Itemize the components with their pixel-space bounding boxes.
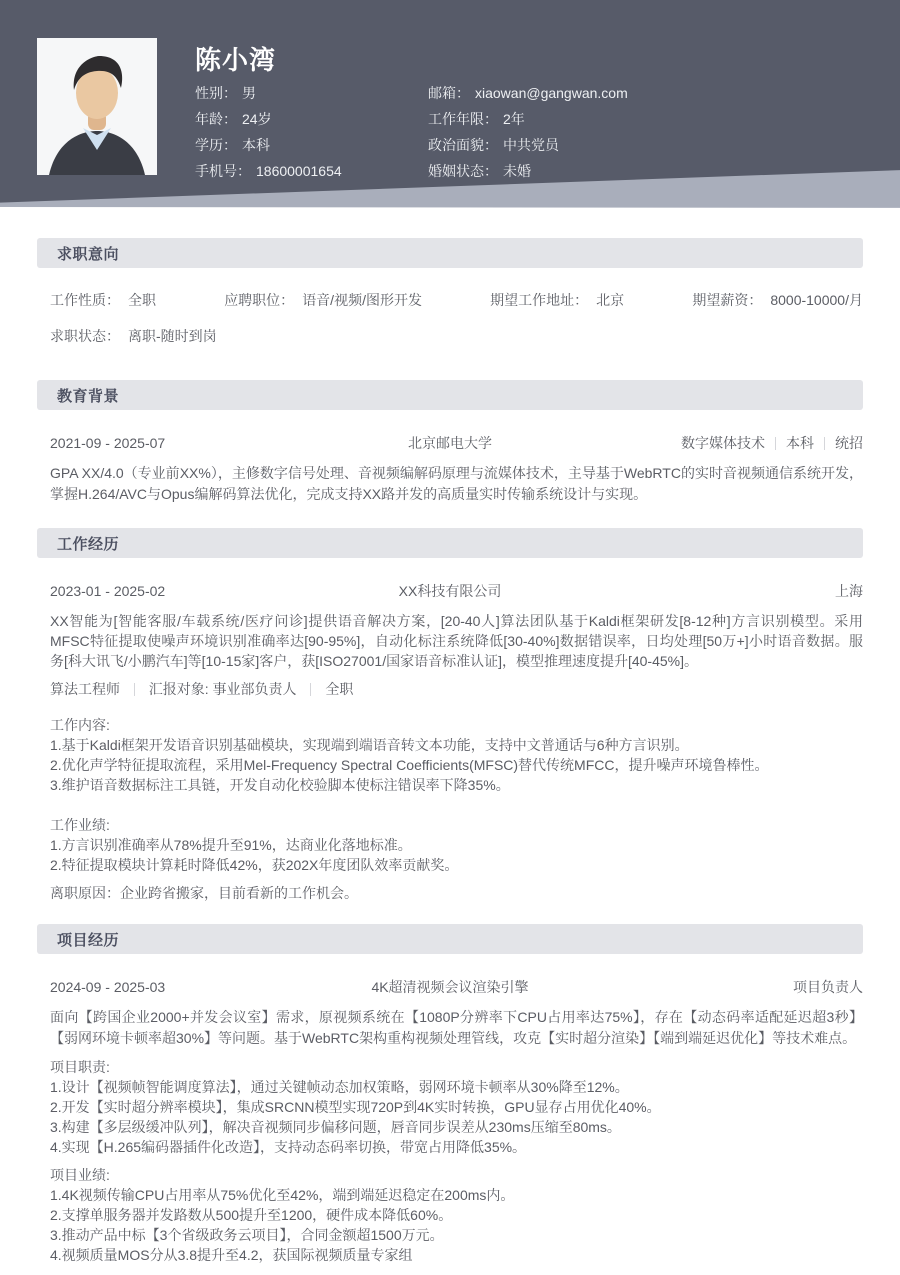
company-name: XX科技有限公司 [398,583,502,599]
profile-photo [37,38,157,175]
project-duty-item: 4.实现【H.265编码器插件化改造】，支持动态码率切换，带宽占用降低35%。 [50,1139,527,1155]
project-meta-row [37,977,863,997]
person-portrait-icon [37,38,157,175]
project-duty-label: 项目职责: [50,1059,110,1075]
header-info-right [428,84,748,180]
report-to: 汇报对象: 事业部负责人 [148,681,297,697]
work-content-item: 3.维护语音数据标注工具链，开发自动化校验脚本使标注错误率下降35%。 [50,777,510,793]
field-education: 学历： 本科 [195,137,270,153]
work-achievement-label: 工作业绩: [50,817,110,833]
section-title: 项目经历 [57,931,120,949]
section-header-project [37,924,863,954]
field-age: 年龄： 24岁 [195,111,272,127]
work-content-label: 工作内容: [50,717,110,733]
section-job-intention [37,238,863,346]
leave-reason-row [37,883,863,903]
work-title-row [37,679,863,699]
work-achievement-item: 1.方言识别准确率从78%提升至91%，达商业化落地标准。 [50,837,412,853]
section-title: 求职意向 [57,245,120,263]
project-result-item: 3.推动产品中标【3个省级政务云项目】，合同金额超1500万元。 [50,1227,444,1243]
project-result-item: 1.4K视频传输CPU占用率从75%优化至42%，端到端延迟稳定在200ms内。 [50,1187,515,1203]
job-intention-row-2 [37,326,863,346]
job-type: 全职 [325,681,354,697]
degree: 本科 [786,435,814,451]
candidate-name: 陈小湾 [195,45,277,75]
resume-header [0,0,900,210]
project-period: 2024-09 - 2025-03 [50,979,166,995]
section-work-experience [37,528,863,903]
target-position: 应聘职位： 语音/视频/图形开发 [224,292,422,308]
work-location: 上海 [835,583,863,599]
project-duty-item: 2.开发【实时超分辨率模块】，集成SRCNN模型实现720P到4K实时转换，GPU显存占用优化40%。 [50,1099,661,1115]
field-political-status: 政治面貌： 中共党员 [428,137,559,153]
section-title: 教育背景 [57,387,120,405]
project-duty-item: 1.设计【视频帧智能调度算法】，通过关键帧动态加权策略，弱网环境卡顿率从30%降至12%。 [50,1079,629,1095]
field-gender: 性别： 男 [195,85,256,101]
leave-reason-value: 企业跨省搬家，目前看新的工作机会。 [120,885,358,901]
work-content-item: 1.基于Kaldi框架开发语音识别基础模块，实现端到端语音转文本功能，支持中文普通话与6种方言识别。 [50,737,689,753]
header-info-left [195,84,420,180]
field-marital-status: 婚姻状态： 未婚 [428,163,531,179]
education-description: GPA XX/4.0（专业前XX%），主修数字信号处理、音视频编解码原理与流媒体技术，主导基于WebRTC的实时音视频通信系统开发，掌握H.264/AVC与Opus编解码算法优化，完成支持XX路并发的高质量实时传输系统设计与实现。 [50,465,863,502]
project-duty-item: 3.构建【多层级缓冲队列】，解决音视频同步偏移问题，唇音同步误差从230ms压缩至80ms。 [50,1119,621,1135]
section-header-work [37,528,863,558]
school-name: 北京邮电大学 [408,435,492,451]
work-period: 2023-01 - 2025-02 [50,583,166,599]
divider [824,437,825,450]
major: 数字媒体技术 [681,435,765,451]
section-header-job-intention [37,238,863,268]
resume-body [0,238,900,1265]
project-result-item: 2.支撑单服务器并发路数从500提升至1200，硬件成本降低60%。 [50,1207,453,1223]
education-detail [681,433,863,453]
project-result-label: 项目业绩: [50,1167,110,1183]
divider [134,683,135,696]
section-project-experience [37,924,863,1265]
enrollment-type: 统招 [835,435,863,451]
project-role: 项目负责人 [793,979,863,995]
job-seeking-status: 求职状态： 离职-随时到岗 [50,328,217,344]
expected-salary: 期望薪资： 8000-10000/月 [692,292,863,308]
section-education [37,380,863,505]
field-email: 邮箱： xiaowan@gangwan.com [428,85,628,101]
divider [775,437,776,450]
job-intention-row-1 [37,290,863,310]
position-title: 算法工程师 [50,681,120,697]
field-work-years: 工作年限： 2年 [428,111,525,127]
field-phone: 手机号： 18600001654 [195,163,342,179]
education-meta-row [37,433,863,453]
project-result-item: 4.视频质量MOS分从3.8提升至4.2，获国际视频质量专家组 [50,1247,413,1263]
section-header-education [37,380,863,410]
education-period: 2021-09 - 2025-07 [50,435,166,451]
company-intro: XX智能为[智能客服/车载系统/医疗问诊]提供语音解决方案，[20-40人]算法团队基于Kaldi框架研发[8-12种]方言识别模型。采用MFSC特征提取使噪声环境识别准确率达[90-95%]，自动化标注系统降低[30-40%]数据错误率，日均处理[50万+]小时语音数据。服务[科大讯飞/小鹏汽车]等[10-15家]客户，获[ISO27001/国家语音标准认证]，模型推理速度提升[40-45%]。 [50,613,863,669]
leave-reason-label: 离职原因： [50,885,120,901]
project-description: 面向【跨国企业2000+并发会议室】需求，原视频系统在【1080P分辨率下CPU占用率达75%】，存在【动态码率适配延迟超3秒】【弱网环境卡顿率超30%】等问题。基于WebRTC架构重构视频处理管线，攻克【实时超分渲染】【端到端延迟优化】等技术难点。 [50,1009,863,1046]
job-nature: 工作性质： 全职 [50,292,156,308]
work-achievement-item: 2.特征提取模块计算耗时降低42%，获202X年度团队效率贡献奖。 [50,857,459,873]
project-name: 4K超清视频会议渲染引擎 [371,979,529,995]
divider [310,683,311,696]
expected-location: 期望工作地址： 北京 [490,292,625,308]
work-meta-row [37,581,863,601]
work-content-item: 2.优化声学特征提取流程，采用Mel-Frequency Spectral Coefficients(MFSC)替代传统MFCC，提升噪声环境鲁棒性。 [50,757,769,773]
section-title: 工作经历 [57,535,120,553]
